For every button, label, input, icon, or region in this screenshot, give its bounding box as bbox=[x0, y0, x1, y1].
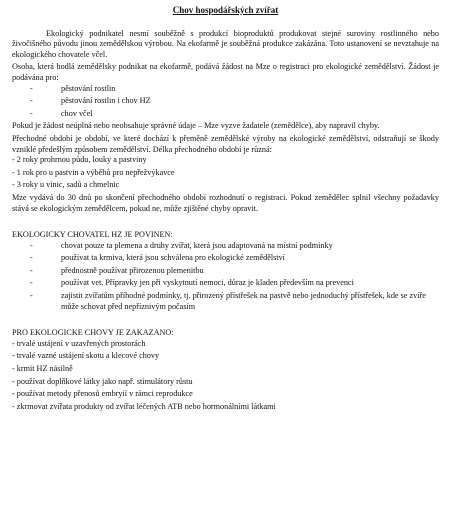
registration-decision-paragraph: Mze vydává do 30 dnů po skončení přechodného období rozhodnutí o registraci. Pokud zemědělec splnil všechny požadavky stává se ekologickým zemědělcem, pokud ne, může zjištěné chyby opravit. bbox=[12, 192, 439, 213]
list-item: - 1 rok pro u pastvin a výběhů pro nepřežvýkavce bbox=[12, 167, 175, 177]
list-item: - používat ta krmiva, která jsou schválena pro ekologické zemědělství bbox=[30, 253, 285, 263]
bullet-dash: - bbox=[30, 108, 33, 118]
obligations-heading: EKOLOGICKY CHOVATEL HZ JE POVINEN: bbox=[12, 230, 173, 240]
incomplete-application-paragraph: Pokud je žádost neúplná nebo neobsahuje správné údaje – Mze vyzve žadatele (zemědělce), aby napravil chyby. bbox=[12, 121, 380, 131]
intro-paragraph-2: Osoba, která hodlá zemědělsky podnikat na ekofarmě, podává žádost na Mze o registraci pro ekologické zemědělství. Žádost je podávána pro: bbox=[12, 62, 439, 82]
application-types-list bbox=[12, 84, 439, 120]
intro-paragraph-1: Ekologický podnikatel nesmí souběžně s produkcí bioproduktů produkovat stejné suroviny rostlinného nebo živočišného původu jinou zemědělskou výrobou. Na ekofarmě je souběžná produkce zakázána. Toto ustanovení se nevztahuje na ekologického chovatele včel. bbox=[12, 28, 439, 59]
list-item: - 2 roky prohrnou půdu, louky a pastviny bbox=[12, 155, 147, 165]
list-item: - krmit HZ násilně bbox=[12, 364, 73, 374]
durations-list bbox=[12, 155, 439, 191]
list-item: - zkrmovat zvířata produkty od zvířat léčených ATB nebo hormonálními látkami bbox=[12, 401, 276, 411]
bullet-dash: - bbox=[30, 253, 33, 263]
list-item: - používat metody přenosů embryií v rámci reprodukce bbox=[12, 389, 193, 399]
bullet-dash: - bbox=[30, 265, 33, 275]
list-item: - používat vet. Přípravky jen při vyskytnutí nemoci, důraz je kladen především na prevenci bbox=[30, 278, 354, 288]
obligations-list bbox=[12, 241, 439, 313]
list-item: - chovat pouze ta plemena a druhy zvířat, která jsou adaptovaná na místní podmínky bbox=[30, 240, 333, 250]
bullet-dash: - bbox=[30, 291, 33, 301]
list-item: - používat doplňkové látky jako např. stimulátory růstu bbox=[12, 376, 193, 386]
prohibitions-heading: PRO EKOLOGICKE CHOVY JE ZAKAZANO: bbox=[12, 328, 174, 338]
prohibitions-list bbox=[12, 339, 439, 413]
list-item: - trvalé vazné ustájení skotu a klecové chovy bbox=[12, 351, 160, 361]
transition-period-paragraph: Přechodné období je období, ve které dochází k přeměně zemědělské výroby na ekologické zemědělství, odstraňují se škody vzniklé předešlým způsobem zemědělství. Délka přechodného období je různá: bbox=[12, 133, 439, 154]
list-item: - pěstování rostlin bbox=[30, 83, 116, 93]
list-item: - 3 roky u vinic, sadů a chmelnic bbox=[12, 180, 120, 190]
list-item: - chov včel bbox=[30, 108, 93, 118]
list-item: - trvalé ustájení v uzavřených prostorách bbox=[12, 338, 146, 348]
bullet-dash: - bbox=[30, 278, 33, 288]
bullet-dash: - bbox=[30, 96, 33, 106]
bullet-dash: - bbox=[30, 83, 33, 93]
document-title: Chov hospodářských zvířat bbox=[172, 5, 279, 15]
list-item: - zajistit zvířatům příhodné podmínky, tj. přirozený přístřešek na pastvě nebo jednoduchý přístřešek, kde se zvíře může schovat před nepříznivým počasím bbox=[30, 291, 426, 311]
list-item: - přednostně používat přirozenou plemenitbu bbox=[30, 265, 204, 275]
list-item: - pěstování rostlin i chov HZ bbox=[30, 96, 151, 106]
bullet-dash: - bbox=[30, 240, 33, 250]
